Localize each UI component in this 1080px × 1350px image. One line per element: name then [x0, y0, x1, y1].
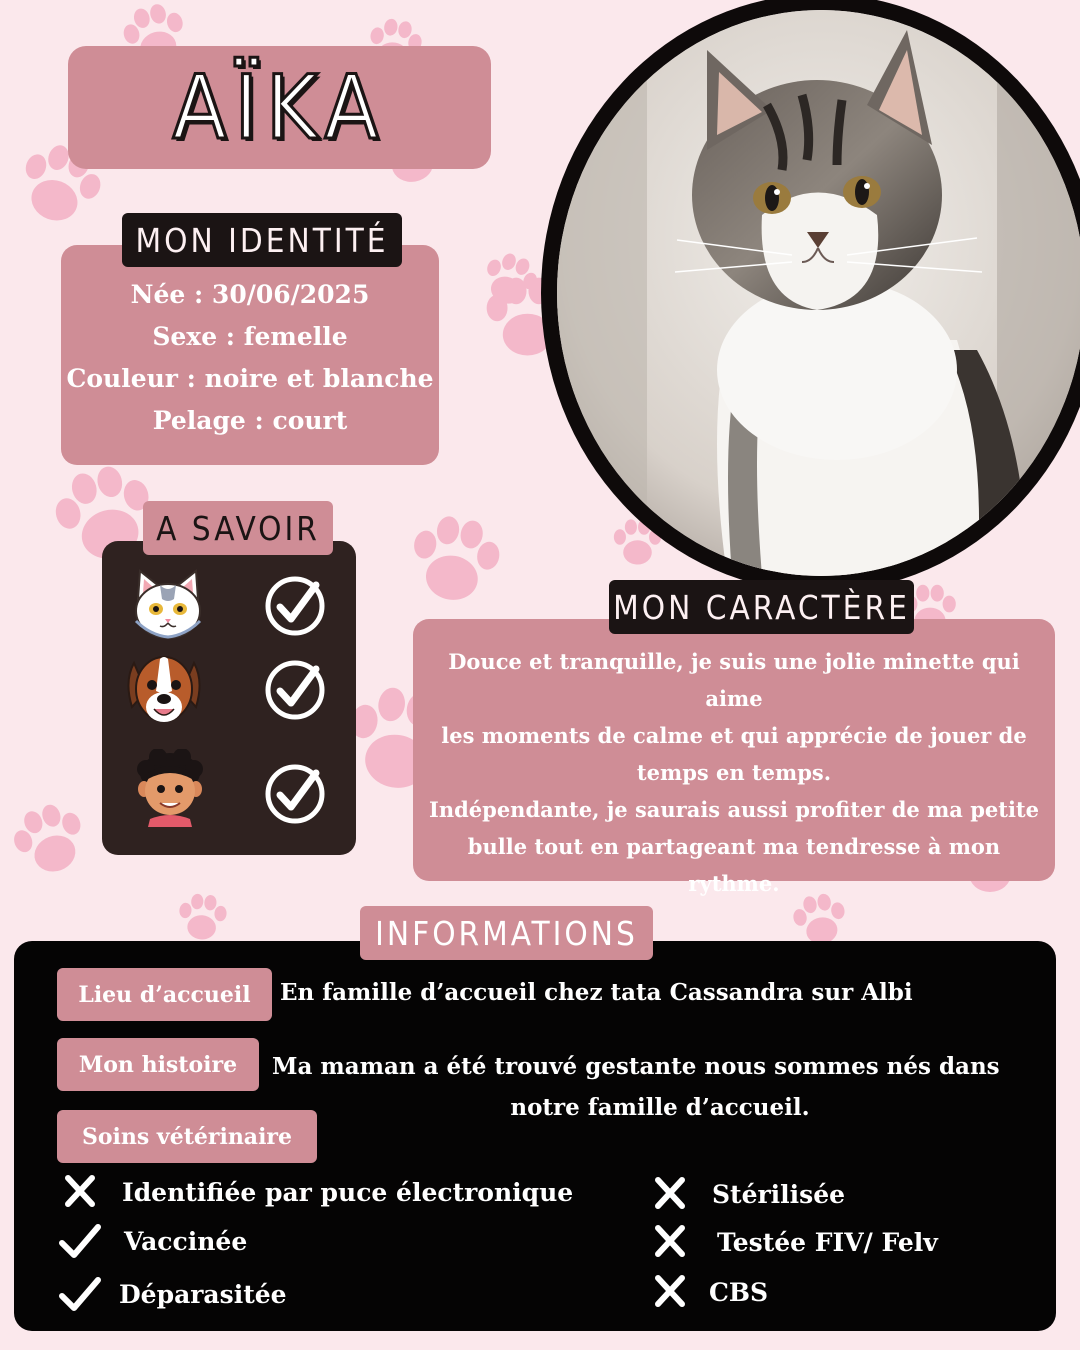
character-line: Indépendante, je saurais aussi profiter de ma petite — [429, 797, 1039, 822]
soin-label: Stérilisée — [712, 1179, 846, 1209]
soin-item — [648, 1174, 845, 1214]
title-banner — [68, 46, 491, 169]
histoire-line-1: Ma maman a été trouvé gestante nous sommes nés dans — [272, 1053, 1000, 1080]
color: Couleur : noire et blanche — [66, 364, 434, 393]
identity-heading: MON IDENTITÉ — [122, 213, 402, 267]
check-circle-icon — [264, 575, 326, 637]
cross-icon — [648, 1272, 692, 1312]
birth-date: Née : 30/06/2025 — [130, 280, 370, 309]
character-line: bulle tout en partageant ma tendresse à mon — [467, 834, 1001, 859]
soins-label: Soins vétérinaire — [57, 1110, 317, 1163]
savoir-heading: A SAVOIR — [143, 501, 333, 555]
cross-icon — [648, 1174, 692, 1214]
character-line: rythme. — [688, 871, 780, 896]
checkmark-icon — [58, 1274, 102, 1314]
soin-item — [58, 1221, 247, 1261]
kitten-photo — [557, 10, 1080, 576]
cross-icon — [58, 1172, 102, 1212]
identity-card — [61, 245, 439, 465]
savoir-row-cat — [102, 561, 356, 647]
soin-label: CBS — [709, 1277, 769, 1307]
sex: Sexe : femelle — [152, 322, 348, 351]
character-card — [413, 619, 1055, 896]
informations-heading: INFORMATIONS — [360, 906, 653, 960]
histoire-line-2: notre famille d’accueil. — [510, 1094, 810, 1121]
check-circle-icon — [264, 763, 326, 825]
character-heading: MON CARACTÈRE — [609, 580, 914, 634]
character-line: Douce et tranquille, je suis une jolie minette qui aime — [448, 649, 1020, 711]
savoir-row-child — [102, 749, 356, 835]
soin-label: Vaccinée — [124, 1226, 248, 1256]
soin-item — [648, 1222, 938, 1262]
cross-icon — [648, 1222, 692, 1262]
dog-icon — [124, 651, 204, 729]
checkmark-icon — [58, 1221, 102, 1261]
soin-label: Testée FIV/ Felv — [717, 1227, 938, 1257]
cat-icon — [130, 569, 206, 641]
soin-item — [58, 1274, 287, 1314]
kitten-illustration — [557, 10, 1080, 576]
check-circle-icon — [264, 659, 326, 721]
lieu-label: Lieu d’accueil — [57, 968, 272, 1021]
soin-item — [648, 1272, 768, 1312]
paw-print-icon — [397, 502, 513, 618]
savoir-row-dog — [102, 645, 356, 731]
coat: Pelage : court — [152, 406, 348, 435]
cat-photo-frame — [541, 0, 1080, 592]
character-line: les moments de calme et qui apprécie de jouer de — [441, 723, 1027, 748]
savoir-panel — [102, 541, 356, 855]
child-icon — [134, 749, 206, 827]
paw-print-icon — [0, 789, 101, 892]
paw-print-icon — [173, 888, 233, 948]
character-line: temps en temps. — [636, 760, 832, 785]
pet-name: AÏKA — [172, 56, 387, 159]
soin-label: Identifiée par puce électronique — [122, 1177, 574, 1207]
soin-item — [58, 1172, 573, 1212]
soin-label: Déparasitée — [119, 1279, 287, 1309]
histoire-label: Mon histoire — [57, 1038, 259, 1091]
informations-panel — [14, 941, 1056, 1331]
lieu-value: En famille d’accueil chez tata Cassandra sur Albi — [280, 979, 913, 1006]
